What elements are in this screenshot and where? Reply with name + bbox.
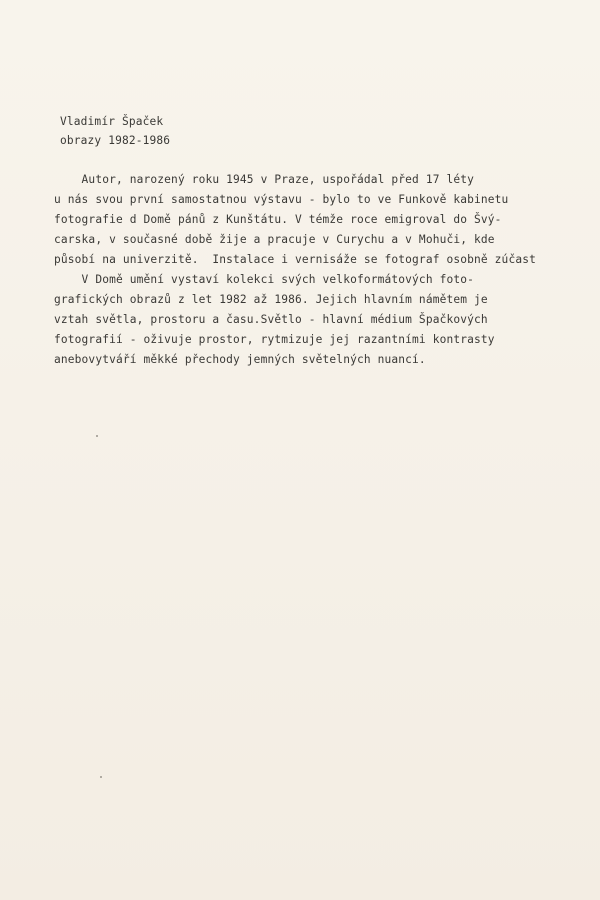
body-line-9: fotografií - oživuje prostor, rytmizuje jej razantními kontrasty bbox=[54, 333, 495, 346]
exhibition-subtitle: obrazy 1982-1986 bbox=[60, 134, 171, 147]
author-name: Vladimír Špaček bbox=[60, 115, 164, 128]
body-line-6: V Domě umění vystaví kolekci svých velkoformátových foto- bbox=[54, 273, 475, 286]
body-line-2: u nás svou první samostatnou výstavu - bylo to ve Funkově kabinetu bbox=[54, 193, 509, 206]
paper-speck bbox=[96, 435, 98, 437]
body-line-4: carska, v současné době žije a pracuje v Curychu a v Mohuči, kde bbox=[54, 233, 495, 246]
body-line-5: působí na univerzitě. Instalace i vernisáže se fotograf osobně zúčast bbox=[54, 253, 536, 266]
body-line-7: grafických obrazů z let 1982 až 1986. Jejich hlavním námětem je bbox=[54, 293, 488, 306]
body-line-3: fotografie d Domě pánů z Kunštátu. V témže roce emigroval do Švý- bbox=[54, 213, 502, 226]
body-line-8: vztah světla, prostoru a času.Světlo - hlavní médium Špačkových bbox=[54, 313, 488, 326]
body-line-10: anebovytváří měkké přechody jemných světelných nuancí. bbox=[54, 353, 426, 366]
paper-speck bbox=[100, 776, 102, 778]
body-line-1: Autor, narozený roku 1945 v Praze, uspořádal před 17 léty bbox=[54, 173, 475, 186]
